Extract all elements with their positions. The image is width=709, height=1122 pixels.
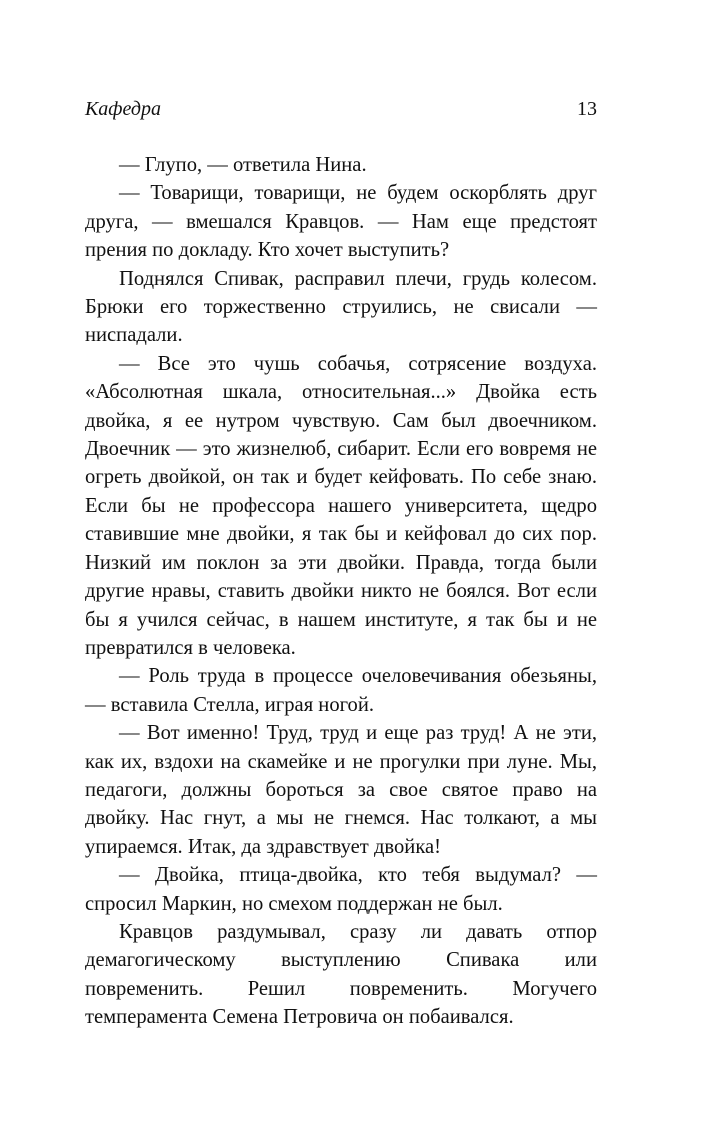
running-head	[85, 98, 597, 128]
paragraph-3: Поднялся Спивак, расправил плечи, грудь колесом. Брюки его торжественно струились, не свисали — ниспадали.	[85, 267, 597, 347]
paragraph-7: — Двойка, птица-двойка, кто тебя выдумал? — спросил Маркин, но смехом поддержан не был.	[85, 864, 597, 915]
paragraph-6: — Вот именно! Труд, труд и еще раз труд! А не эти, как их, вздохи на скамейке и не прогулки при луне. Мы, педагоги, должны бороться за свое святое право на двойку. Нас гнут, а мы не гнемся. Нас толкают, а мы упираемся. Итак, да здравствует двойка!	[85, 722, 597, 858]
paragraph-1: — Глупо, — ответила Нина.	[119, 154, 367, 176]
paragraph-2: — Товарищи, товарищи, не будем оскорблять друг друга, — вмешался Кравцов. — Нам еще предстоят прения по докладу. Кто хочет выступить?	[85, 182, 597, 262]
body-text	[85, 151, 597, 1032]
paragraph-5: — Роль труда в процессе очеловечивания обезьяны, — вставила Стелла, играя ногой.	[85, 665, 597, 716]
page-number: 13	[577, 98, 597, 120]
running-title: Кафедра	[85, 98, 161, 120]
paragraph-8: Кравцов раздумывал, сразу ли давать отпор демагогическому выступлению Спивака или повременить. Решил повременить. Могучего темперамента Семена Петровича он побаивался.	[85, 920, 597, 1029]
paragraph-4: — Все это чушь собачья, сотрясение воздуха. «Абсолютная шкала, относительная...» Двойка есть двойка, я ее нутром чувствую. Сам был двоечником. Двоечник — это жизнелюб, сибарит. Если его вовремя не огреть двойкой, он так и будет кейфовать. По себе знаю. Если бы не профессора нашего университета, щедро ставившие мне двойки, я так бы и кейфовал до сих пор. Низкий им поклон за эти двойки. Правда, тогда были другие нравы, ставить двойки никто не боялся. Вот если бы я учился сейчас, в нашем институте, я так бы и не превратился в человека.	[85, 352, 597, 659]
